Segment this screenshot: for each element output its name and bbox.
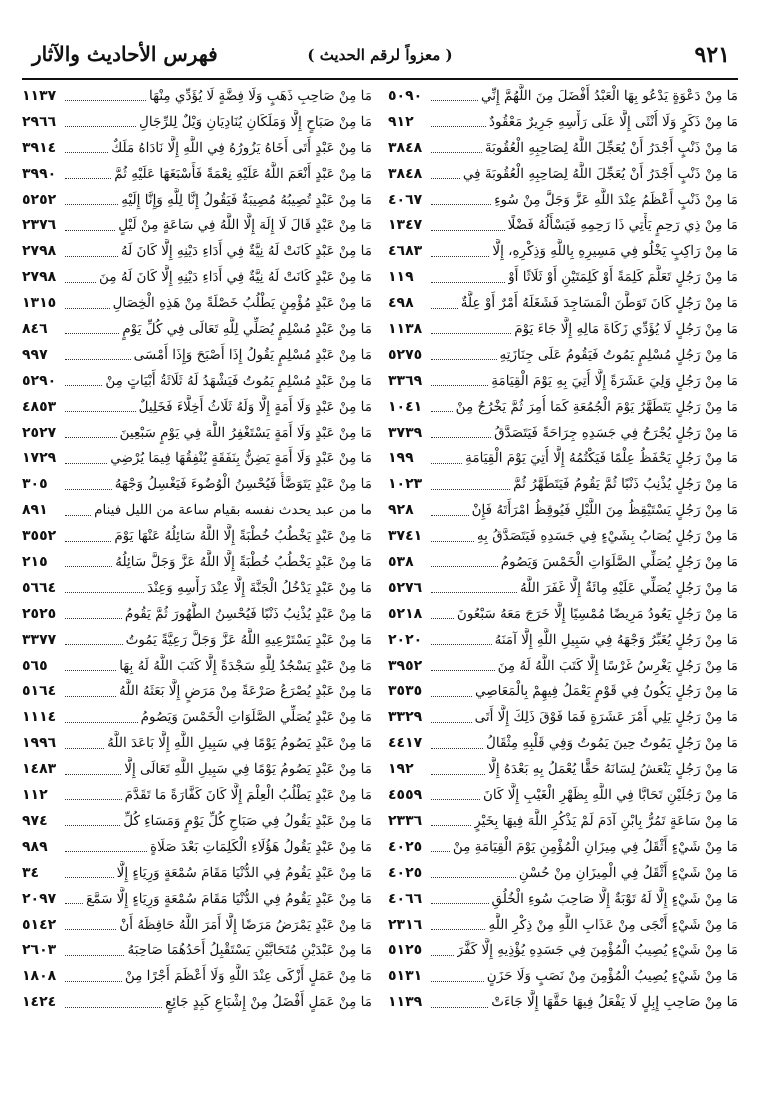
hadith-incipit: مَا مِنْ عَبْدٍ يَقُومُ فِي الدُّنْيَا مَقَامَ سُمْعَةٍ وَرِيَاءٍ إِلَّا سَمَّعَ — [86, 890, 372, 907]
hadith-number: ٨٩١ — [22, 502, 48, 519]
hadith-number: ١٩٢ — [388, 761, 414, 778]
hadith-incipit: مَا مِنْ رَجُلٍ يَنْعَشُ لِسَانَهُ حَقًّا يُعْمَلُ بِهِ بَعْدَهُ إِلَّا — [488, 761, 738, 778]
leader-dots — [65, 799, 122, 800]
hadith-number: ٢٠٢٠ — [388, 631, 423, 648]
hadith-incipit: مَا مِنْ عَبْدٍ يَخْطُبُ خُطْبَةً إِلَّا اللَّهُ عَزَّ وَجَلَّ سَائِلُهُ — [115, 554, 372, 571]
hadith-number: ٥٢٩٠ — [22, 372, 57, 389]
section-subtitle: ( معزواً لرقم الحديث ) — [307, 46, 453, 64]
hadith-incipit: مَا مِنْ عَبْدٍ مُسْلِمٍ يَقُولُ إِذَا أَصْبَحَ وَإِذَا أَمْسَى — [133, 346, 372, 363]
hadith-number: ٣٩٥٢ — [388, 657, 423, 674]
index-entry — [388, 964, 738, 990]
hadith-incipit: مَا مِنْ رَجُلٍ يَعُودُ مَرِيضًا مُمْسِيًا إِلَّا خَرَجَ مَعَهُ سَبْعُونَ — [456, 605, 738, 622]
hadith-number: ٥٢٥٢ — [22, 191, 57, 208]
leader-dots — [65, 437, 117, 438]
hadith-number: ٥٢٧٥ — [388, 346, 423, 363]
hadith-number: ٢٠٩٧ — [22, 890, 57, 907]
leader-dots — [65, 178, 111, 179]
leader-dots — [431, 308, 458, 309]
hadith-number: ٥١٦٤ — [22, 683, 57, 700]
index-entry — [388, 395, 738, 421]
index-entry — [22, 938, 372, 964]
index-entry — [388, 783, 738, 809]
index-entry — [22, 472, 372, 498]
index-entry — [388, 265, 738, 291]
leader-dots — [431, 126, 486, 127]
index-entry — [22, 705, 372, 731]
hadith-number: ٢٩٦٦ — [22, 113, 57, 130]
hadith-incipit: مَا مِنْ عَبْدٍ يَصُومُ يَوْمًا فِي سَبِيلِ اللَّهِ إِلَّا بَاعَدَ اللَّهُ — [107, 735, 372, 752]
leader-dots — [431, 282, 505, 283]
index-entry — [22, 213, 372, 239]
leader-dots — [65, 877, 114, 878]
hadith-number: ٩١٢ — [388, 113, 414, 130]
hadith-incipit: مَا مِنْ رَجُلٍ يُذْنِبُ ذَنْبًا ثُمَّ يَقُومُ فَيَتَطَهَّرُ ثُمَّ — [513, 476, 738, 493]
hadith-number: ٥١٢٥ — [388, 942, 423, 959]
hadith-incipit: مَا مِنْ عَبْدٍ يَمْرَضُ مَرَضًا إِلَّا أَمَرَ اللَّهُ حَافِظَهُ أَنْ — [119, 916, 372, 933]
leader-dots — [431, 333, 511, 334]
index-entry — [388, 343, 738, 369]
leader-dots — [65, 359, 131, 360]
hadith-incipit: مَا مِنْ عَبْدٍ يَقُولُ هَؤُلَاءِ الْكَلِمَاتِ بَعْدَ صَلَاةٍ — [150, 838, 372, 855]
hadith-number: ٣٥٥٢ — [22, 528, 57, 545]
hadith-incipit: مَا مِنْ عَبْدٍ وَلَا أَمَةٍ إِلَّا وَلَهُ ثَلَاثُ أَخِلَّاءَ فَخَلِيلٌ — [138, 398, 372, 415]
hadith-incipit: مَا مِنْ شَيْءٍ أَثْقَلُ فِي الْمِيزَانِ مِنْ حُسْنِ — [518, 864, 738, 881]
hadith-number: ٣٣٧٧ — [22, 631, 57, 648]
hadith-number: ٥١٣١ — [388, 968, 423, 985]
leader-dots — [431, 100, 478, 101]
hadith-incipit: مَا مِنْ عَبْدٍ كَانَتْ لَهُ نِيَّةٌ فِي أَدَاءِ دَيْنِهِ إِلَّا كَانَ لَهُ مِنَ — [99, 269, 372, 286]
hadith-incipit: مَا مِنْ رَجُلٍ يَتَطَهَّرُ يَوْمَ الْجُمُعَةِ كَمَا أُمِرَ ثُمَّ يَخْرُجُ مِنْ — [455, 398, 738, 415]
leader-dots — [65, 981, 122, 982]
index-entry — [22, 84, 372, 110]
header-rule — [22, 78, 738, 80]
leader-dots — [431, 385, 488, 386]
index-entry — [22, 731, 372, 757]
hadith-incipit: مَا مِنْ رَجُلٍ كَانَ تَوَطَّنَ الْمَسَاجِدَ فَشَغَلَهُ أَمْرٌ أَوْ عِلَّةٌ — [460, 295, 738, 312]
index-entry — [388, 835, 738, 861]
index-entry — [388, 887, 738, 913]
index-entry — [388, 576, 738, 602]
index-entry — [388, 861, 738, 887]
hadith-incipit: مَا مِنْ ذَنْبٍ أَعْظَمُ عِنْدَ اللَّهِ عَزَّ وَجَلَّ مِنْ سُوءِ — [494, 191, 738, 208]
leader-dots — [431, 774, 485, 775]
hadith-incipit: مَا مِنْ صَاحِبِ ذَهَبٍ وَلَا فِضَّةٍ لَا يُؤَدِّي مِنْهَا — [148, 88, 372, 104]
hadith-incipit: مَا مِنْ شَيْءٍ إِلَّا لَهُ تَوْبَةٌ إِلَّا صَاحِبَ سُوءِ الْخُلُقِ — [491, 890, 738, 907]
leader-dots — [65, 541, 111, 542]
hadith-number: ١١٣٨ — [388, 321, 423, 338]
hadith-number: ٤٩٨ — [388, 295, 414, 312]
hadith-number: ١٠٤١ — [388, 398, 423, 415]
leader-dots — [65, 1007, 162, 1008]
leader-dots — [431, 541, 474, 542]
hadith-number: ١١٩ — [388, 269, 414, 286]
index-entry — [388, 938, 738, 964]
index-entry — [388, 550, 738, 576]
index-entry — [22, 188, 372, 214]
index-entry — [22, 446, 372, 472]
index-entry — [22, 369, 372, 395]
hadith-incipit: مَا مِنْ رَجُلٍ يَمُوتُ حِينَ يَمُوتُ وَفِي قَلْبِهِ مِثْقَالُ — [486, 735, 738, 752]
hadith-incipit: مَا مِنْ رَجُلٍ يُجْرَحُ فِي جَسَدِهِ جِرَاحَةً فَيَتَصَدَّقُ — [494, 424, 738, 441]
index-entry — [388, 291, 738, 317]
hadith-number: ٥١٤٢ — [22, 916, 57, 933]
leader-dots — [65, 126, 136, 127]
hadith-number: ٢٥٢٥ — [22, 605, 57, 622]
leader-dots — [431, 696, 472, 697]
hadith-number: ٥٣٨ — [388, 554, 414, 571]
hadith-incipit: مَا مِنْ عَبْدٍ مُسْلِمٍ يُصَلِّي لِلَّهِ تَعَالَى فِي كُلِّ يَوْمٍ — [122, 321, 372, 338]
hadith-number: ٩٢٨ — [388, 502, 414, 519]
index-entry — [22, 783, 372, 809]
index-entry — [388, 213, 738, 239]
leader-dots — [431, 178, 460, 179]
leader-dots — [65, 929, 116, 930]
hadith-incipit: مَا مِنْ رَجُلٍ يَغْرِسُ غَرْسًا إِلَّا كَتَبَ اللَّهُ لَهُ مِنَ — [497, 657, 738, 674]
hadith-incipit: مَا مِنْ صَاحِبِ إِبِلٍ لَا يَفْعَلُ فِيهَا حَقَّهَا إِلَّا جَاءَتْ — [491, 994, 738, 1011]
leader-dots — [431, 748, 483, 749]
index-entry — [388, 188, 738, 214]
leader-dots — [65, 825, 120, 826]
hadith-number: ١١٢ — [22, 787, 48, 804]
hadith-incipit: مَا مِنْ رَجُلٍ يُصَلِّي الصَّلَوَاتِ الْخَمْسَ وَيَصُومُ — [500, 554, 738, 571]
index-entry — [388, 524, 738, 550]
leader-dots — [431, 825, 471, 826]
hadith-incipit: مَا مِنْ عَبْدٍ وَلَا أَمَةٍ يَضِنُّ بِنَفَقَةٍ يُنْفِقُهَا فِيمَا يُرْضِي — [110, 450, 372, 467]
hadith-incipit: مَا مِنْ شَيْءٍ يُصِيبُ الْمُؤْمِنَ فِي جَسَدِهِ يُؤْذِيهِ إِلَّا كَفَّرَ — [456, 942, 738, 959]
hadith-incipit: مَا مِنْ رَجُلٍ يَكُونُ فِي قَوْمٍ يَعْمَلُ فِيهِمْ بِالْمَعَاصِي — [474, 683, 738, 700]
page-number: ٩٢١ — [694, 42, 730, 68]
leader-dots — [431, 204, 491, 205]
hadith-incipit: مَا مِنْ عَبْدَيْنِ مُتَحَابَّيْنِ يَسْتَقْبِلُ أَحَدُهُمَا صَاحِبَهُ — [127, 942, 372, 959]
hadith-incipit: مَا مِنْ شَيْءٍ أَنْجَى مِنْ عَذَابِ اللَّهِ مِنْ ذِكْرِ اللَّهِ — [488, 916, 738, 933]
hadith-incipit: مَا مِنْ ذَكَرٍ وَلَا أُنْثَى إِلَّا عَلَى رَأْسِهِ جَرِيرٌ مَعْقُودٌ — [488, 113, 738, 130]
index-entry — [22, 291, 372, 317]
hadith-number: ٣٣٦٩ — [388, 372, 423, 389]
hadith-number: ٩٨٩ — [22, 838, 48, 855]
hadith-incipit: مَا مِنْ عَبْدٍ يَتَوَضَّأُ فَيُحْسِنُ الْوُضُوءَ فَيَغْسِلُ وَجْهَهُ — [114, 476, 372, 493]
hadith-number: ٥٠٩٠ — [388, 88, 423, 104]
index-entry — [22, 809, 372, 835]
leader-dots — [65, 463, 107, 464]
leader-dots — [65, 644, 123, 645]
hadith-incipit: مَا مِنْ رَجُلٍ وَلِيَ عَشَرَةً إِلَّا أُتِيَ بِهِ يَوْمَ الْقِيَامَةِ — [491, 372, 738, 389]
hadith-number: ٣٩٩٠ — [22, 165, 57, 182]
index-entry — [388, 84, 738, 110]
leader-dots — [65, 696, 116, 697]
index-entry — [22, 964, 372, 990]
hadith-number: ١٧٢٩ — [22, 450, 57, 467]
hadith-number: ٩٩٧ — [22, 346, 48, 363]
index-title: فهرس الأحاديث والآثار — [32, 42, 218, 66]
hadith-number: ١٣١٥ — [22, 295, 57, 312]
page-header — [22, 42, 738, 76]
hadith-number: ٢٧٩٨ — [22, 269, 57, 286]
leader-dots — [431, 359, 497, 360]
hadith-incipit: مَا مِنْ شَيْءٍ أَثْقَلُ فِي مِيزَانِ الْمُؤْمِنِ يَوْمَ الْقِيَامَةِ مِنْ — [452, 838, 738, 855]
hadith-incipit: مَا مِنْ سَاعَةٍ تَمُرُّ بِابْنِ آدَمَ لَمْ يَذْكُرِ اللَّهَ فِيهَا بِخَيْرٍ — [474, 812, 738, 829]
hadith-number: ١٤٨٣ — [22, 761, 57, 778]
hadith-incipit: مَا مِنْ عَبْدٍ يَصُومُ يَوْمًا فِي سَبِيلِ اللَّهِ تَعَالَى إِلَّا — [124, 761, 372, 778]
hadith-incipit: مَا مِنْ عَبْدٍ يَخْطُبُ خُطْبَةً إِلَّا اللَّهُ سَائِلُهُ عَنْهَا يَوْمَ — [114, 528, 372, 545]
hadith-number: ٤٥٥٩ — [388, 787, 423, 804]
hadith-number: ٢٥٢٧ — [22, 424, 57, 441]
hadith-number: ٢١٥ — [22, 554, 48, 571]
hadith-number: ٤٤١٧ — [388, 735, 423, 752]
index-entry — [22, 395, 372, 421]
hadith-number: ٤٠٦٧ — [388, 191, 423, 208]
leader-dots — [431, 877, 516, 878]
index-entry — [22, 524, 372, 550]
leader-dots — [431, 411, 453, 412]
hadith-number: ٥٦٥ — [22, 657, 48, 674]
index-entry — [388, 731, 738, 757]
index-entry — [388, 679, 738, 705]
leader-dots — [431, 256, 489, 257]
hadith-incipit: مَا مِنْ عَبْدٍ يُصْرَعُ صَرْعَةً مِنْ مَرَضٍ إِلَّا بَعَثَهُ اللَّهُ — [119, 683, 372, 700]
hadith-number: ١٨٠٨ — [22, 968, 57, 985]
hadith-number: ١٩٩٦ — [22, 735, 57, 752]
hadith-incipit: مَا مِنْ رَجُلٍ يَلِي أَمْرَ عَشَرَةٍ فَمَا فَوْقَ ذَلِكَ إِلَّا أَتَى — [474, 709, 738, 726]
index-entry — [388, 110, 738, 136]
leader-dots — [431, 463, 462, 464]
hadith-incipit: مَا مِنْ عَبْدٍ قَالَ لَا إِلَهَ إِلَّا اللَّهُ فِي سَاعَةٍ مِنْ لَيْلٍ — [118, 217, 372, 234]
hadith-incipit: مَا مِنْ دَعْوَةٍ يَدْعُو بِهَا الْعَبْدُ أَفْضَلَ مِنَ اللَّهُمَّ إِنِّي — [480, 88, 738, 104]
index-entry — [22, 679, 372, 705]
hadith-incipit: مَا مِنْ عَبْدٍ أَنْعَمَ اللَّهُ عَلَيْهِ نِعْمَةً فَأَسْبَغَهَا عَلَيْهِ ثُمَّ — [114, 165, 372, 182]
hadith-incipit: مَا مِنْ عَبْدٍ يَدْخُلُ الْجَنَّةَ إِلَّا عِنْدَ رَأْسِهِ وَعِنْدَ — [147, 579, 372, 596]
index-entry — [388, 421, 738, 447]
leader-dots — [65, 955, 124, 956]
leader-dots — [65, 204, 118, 205]
leader-dots — [431, 851, 450, 852]
hadith-number: ١٠٢٣ — [388, 476, 423, 493]
leader-dots — [65, 282, 96, 283]
leader-dots — [65, 774, 121, 775]
hadith-number: ٣٥٣٥ — [388, 683, 423, 700]
index-entry — [388, 654, 738, 680]
hadith-number: ١٤٢٤ — [22, 994, 57, 1011]
hadith-incipit: مَا مِنْ صَبَاحٍ إِلَّا وَمَلَكَانِ يُنَادِيَانِ وَيْلٌ لِلرِّجَالِ — [139, 113, 372, 130]
index-entry — [22, 162, 372, 188]
hadith-incipit: مَا مِنْ عَبْدٍ يَسْتَرْعِيهِ اللَّهُ عَزَّ وَجَلَّ رَعِيَّةً يَمُوتُ — [125, 631, 372, 648]
hadith-number: ٣٤ — [22, 864, 40, 881]
hadith-incipit: مَا مِنْ عَمَلٍ أَزْكَى عِنْدَ اللَّهِ وَلَا أَعْظَمَ أَجْرًا مِنْ — [124, 968, 372, 985]
index-entry — [388, 809, 738, 835]
hadith-number: ٤٦٨٣ — [388, 243, 423, 260]
hadith-number: ٣٩١٤ — [22, 139, 57, 156]
hadith-incipit: مَا مِنْ عَبْدٍ تُصِيبُهُ مُصِيبَةٌ فَيَقُولُ إِنَّا لِلَّهِ وَإِنَّا إِلَيْهِ — [121, 191, 372, 208]
hadith-number: ٤٠٢٥ — [388, 864, 423, 881]
index-entry — [22, 887, 372, 913]
leader-dots — [431, 592, 517, 593]
leader-dots — [431, 489, 510, 490]
hadith-incipit: مَا مِنْ عَبْدٍ مُسْلِمٍ يَمُوتُ فَيَشْهَدُ لَهُ ثَلَاثَةُ أَبْيَاتٍ مِنْ — [105, 372, 372, 389]
hadith-incipit: مَا مِنْ ذَنْبٍ أَجْدَرُ أَنْ يُعَجِّلَ اللَّهُ لِصَاحِبِهِ الْعُقُوبَةَ — [484, 139, 738, 156]
hadith-number: ١١١٤ — [22, 709, 57, 726]
index-entry — [388, 628, 738, 654]
hadith-incipit: مَا مِنْ عَبْدٍ يَطْلُبُ الْعِلْمَ إِلَّا كَانَ كَفَّارَةً مَا تَقَدَّمَ — [124, 787, 372, 804]
hadith-incipit: مَا مِنْ عَبْدٍ يُذْنِبُ ذَنْبًا فَيُحْسِنُ الطُّهُورَ ثُمَّ يَقُومُ — [124, 605, 372, 622]
index-columns — [22, 84, 738, 1074]
hadith-number: ٢٧٩٨ — [22, 243, 57, 260]
index-entry — [22, 421, 372, 447]
hadith-number: ٣٠٥ — [22, 476, 48, 493]
index-entry — [388, 602, 738, 628]
leader-dots — [65, 230, 115, 231]
hadith-number: ٢٣١٦ — [388, 916, 423, 933]
hadith-number: ٣٧٤١ — [388, 528, 423, 545]
index-entry — [388, 369, 738, 395]
leader-dots — [431, 981, 484, 982]
hadith-number: ٥٢٧٦ — [388, 579, 423, 596]
leader-dots — [65, 903, 83, 904]
leader-dots — [431, 644, 492, 645]
hadith-number: ٢٦٠٣ — [22, 942, 57, 959]
leader-dots — [65, 308, 110, 309]
leader-dots — [65, 256, 118, 257]
leader-dots — [65, 515, 91, 516]
index-entry — [22, 628, 372, 654]
leader-dots — [431, 903, 489, 904]
index-entry — [388, 136, 738, 162]
hadith-incipit: مَا مِنْ رَجُلٍ تَعَلَّمَ كَلِمَةً أَوْ كَلِمَتَيْنِ أَوْ ثَلَاثًا أَوْ — [508, 269, 738, 286]
index-entry — [22, 136, 372, 162]
hadith-incipit: مَا مِنْ عَبْدٍ يُصَلِّي الصَّلَوَاتِ الْخَمْسَ وَيَصُومُ — [140, 709, 372, 726]
hadith-incipit: مَا مِنْ عَبْدٍ أَتَى أَخَاهُ يَزُورُهُ فِي اللَّهِ إِلَّا نَادَاهُ مَلَكٌ — [111, 139, 372, 156]
hadith-incipit: مَا مِنْ شَيْءٍ يُصِيبُ الْمُؤْمِنَ مِنْ نَصَبٍ وَلَا حَزَنٍ — [486, 968, 738, 985]
leader-dots — [431, 152, 482, 153]
index-entry — [22, 602, 372, 628]
hadith-incipit: مَا مِنْ رَجُلٍ يُغَبِّرُ وَجْهَهُ فِي سَبِيلِ اللَّهِ إِلَّا آمَنَهُ — [494, 631, 738, 648]
leader-dots — [65, 748, 104, 749]
leader-dots — [65, 489, 112, 490]
hadith-number: ١١٣٧ — [22, 88, 57, 104]
index-entry — [388, 317, 738, 343]
hadith-incipit: ما من عبد يحدث نفسه بقيام ساعة من الليل فينام — [94, 502, 372, 519]
left-column — [22, 84, 372, 1074]
hadith-number: ٣٧٣٩ — [388, 424, 423, 441]
hadith-incipit: مَا مِنْ رَجُلٍ يَحْفَظُ عِلْمًا فَيَكْتُمُهُ إِلَّا أُتِيَ يَوْمَ الْقِيَامَةِ — [465, 450, 738, 467]
index-entry — [388, 239, 738, 265]
index-entry — [22, 654, 372, 680]
hadith-number: ٥٦٦٤ — [22, 579, 57, 596]
hadith-number: ٣٨٤٨ — [388, 165, 423, 182]
hadith-number: ٣٣٢٩ — [388, 709, 423, 726]
hadith-incipit: مَا مِنْ رَجُلٍ يَسْتَيْقِظُ مِنَ اللَّيْلِ فَيُوقِظُ امْرَأَتَهُ فَإِنْ — [471, 502, 738, 519]
leader-dots — [65, 385, 102, 386]
index-entry — [22, 317, 372, 343]
hadith-incipit: مَا مِنْ رَاكِبٍ يَخْلُو فِي مَسِيرِهِ بِاللَّهِ وَذِكْرِهِ، إِلَّا — [492, 243, 738, 260]
hadith-number: ٨٤٦ — [22, 321, 48, 338]
index-entry — [22, 239, 372, 265]
leader-dots — [65, 411, 136, 412]
index-entry — [22, 265, 372, 291]
hadith-incipit: مَا مِنْ عَبْدٍ مُؤْمِنٍ يَطْلُبُ خَصْلَةً مِنْ هَذِهِ الْخِصَالِ — [112, 295, 372, 312]
index-entry — [388, 162, 738, 188]
index-entry — [22, 861, 372, 887]
hadith-incipit: مَا مِنْ ذَنْبٍ أَجْدَرُ أَنْ يُعَجِّلَ اللَّهُ لِصَاحِبِهِ الْعُقُوبَةَ فِي — [462, 165, 738, 182]
hadith-number: ٣٨٤٨ — [388, 139, 423, 156]
hadith-incipit: مَا مِنْ عَبْدٍ كَانَتْ لَهُ نِيَّةٌ فِي أَدَاءِ دَيْنِهِ إِلَّا كَانَ لَهُ — [120, 243, 372, 260]
hadith-incipit: مَا مِنْ عَمَلٍ أَفْضَلُ مِنْ إِشْبَاعِ كَبِدٍ جَائِعٍ — [165, 994, 372, 1011]
leader-dots — [65, 722, 138, 723]
leader-dots — [65, 851, 147, 852]
leader-dots — [431, 618, 454, 619]
leader-dots — [431, 722, 472, 723]
hadith-incipit: مَا مِنْ رَجُلٍ يُصَلِّي عَلَيْهِ مِائَةٌ إِلَّا غَفَرَ اللَّهُ — [520, 579, 738, 596]
index-entry — [22, 550, 372, 576]
leader-dots — [65, 100, 146, 101]
index-entry — [388, 990, 738, 1016]
index-entry — [22, 343, 372, 369]
hadith-number: ١٣٤٧ — [388, 217, 423, 234]
hadith-number: ٤٠٢٥ — [388, 838, 423, 855]
leader-dots — [431, 929, 485, 930]
leader-dots — [431, 1007, 488, 1008]
hadith-number: ٢٣٣٦ — [388, 812, 423, 829]
leader-dots — [431, 566, 498, 567]
index-entry — [388, 498, 738, 524]
index-entry — [388, 446, 738, 472]
hadith-incipit: مَا مِنْ رَجُلٍ مُسْلِمٍ يَمُوتُ فَيَقُومُ عَلَى جِنَازَتِهِ — [499, 346, 738, 363]
hadith-incipit: مَا مِنْ عَبْدٍ يَقُومُ فِي الدُّنْيَا مَقَامَ سُمْعَةٍ وَرِيَاءٍ إِلَّا — [116, 864, 372, 881]
hadith-incipit: مَا مِنْ رَجُلٍ لَا يُؤَدِّي زَكَاةَ مَالِهِ إِلَّا جَاءَ يَوْمَ — [514, 321, 738, 338]
hadith-incipit: مَا مِنْ عَبْدٍ يَقُولُ فِي صَبَاحِ كُلِّ يَوْمٍ وَمَسَاءِ كُلِّ — [123, 812, 372, 829]
hadith-number: ٤٠٦٦ — [388, 890, 423, 907]
index-entry — [22, 835, 372, 861]
hadith-number: ٩٧٤ — [22, 812, 48, 829]
index-entry — [22, 913, 372, 939]
index-entry — [22, 757, 372, 783]
index-entry — [388, 705, 738, 731]
leader-dots — [431, 955, 454, 956]
index-entry — [388, 913, 738, 939]
leader-dots — [431, 437, 491, 438]
leader-dots — [65, 592, 144, 593]
leader-dots — [431, 515, 469, 516]
hadith-number: ٢٣٧٦ — [22, 217, 57, 234]
index-entry — [22, 990, 372, 1016]
leader-dots — [65, 618, 122, 619]
index-entry — [388, 472, 738, 498]
hadith-number: ٥٢١٨ — [388, 605, 423, 622]
leader-dots — [65, 333, 119, 334]
hadith-number: ١٩٩ — [388, 450, 414, 467]
leader-dots — [431, 670, 495, 671]
index-entry — [22, 576, 372, 602]
hadith-incipit: مَا مِنْ عَبْدٍ وَلَا أَمَةٍ يَسْتَغْفِرُ اللَّهَ فِي يَوْمٍ سَبْعِينَ — [119, 424, 372, 441]
hadith-incipit: مَا مِنْ رَجُلَيْنِ تَحَابَّا فِي اللَّهِ بِظَهْرِ الْغَيْبِ إِلَّا كَانَ — [482, 787, 738, 804]
right-column — [388, 84, 738, 1074]
leader-dots — [65, 152, 108, 153]
index-entry — [388, 757, 738, 783]
hadith-incipit: مَا مِنْ عَبْدٍ يَسْجُدُ لِلَّهِ سَجْدَةً إِلَّا كَتَبَ اللَّهُ لَهُ بِهَا — [119, 657, 372, 674]
hadith-number: ١١٣٩ — [388, 994, 423, 1011]
leader-dots — [431, 799, 480, 800]
leader-dots — [65, 566, 112, 567]
hadith-incipit: مَا مِنْ ذِي رَحِمٍ يَأْتِي ذَا رَحِمِهِ فَيَسْأَلُهُ فَضْلًا — [507, 217, 738, 234]
hadith-number: ٤٨٥٣ — [22, 398, 57, 415]
index-entry — [22, 110, 372, 136]
hadith-incipit: مَا مِنْ رَجُلٍ يُصَابُ بِشَيْءٍ فِي جَسَدِهِ فَيَتَصَدَّقُ بِهِ — [476, 528, 738, 545]
index-entry — [22, 498, 372, 524]
leader-dots — [65, 670, 116, 671]
leader-dots — [431, 230, 505, 231]
